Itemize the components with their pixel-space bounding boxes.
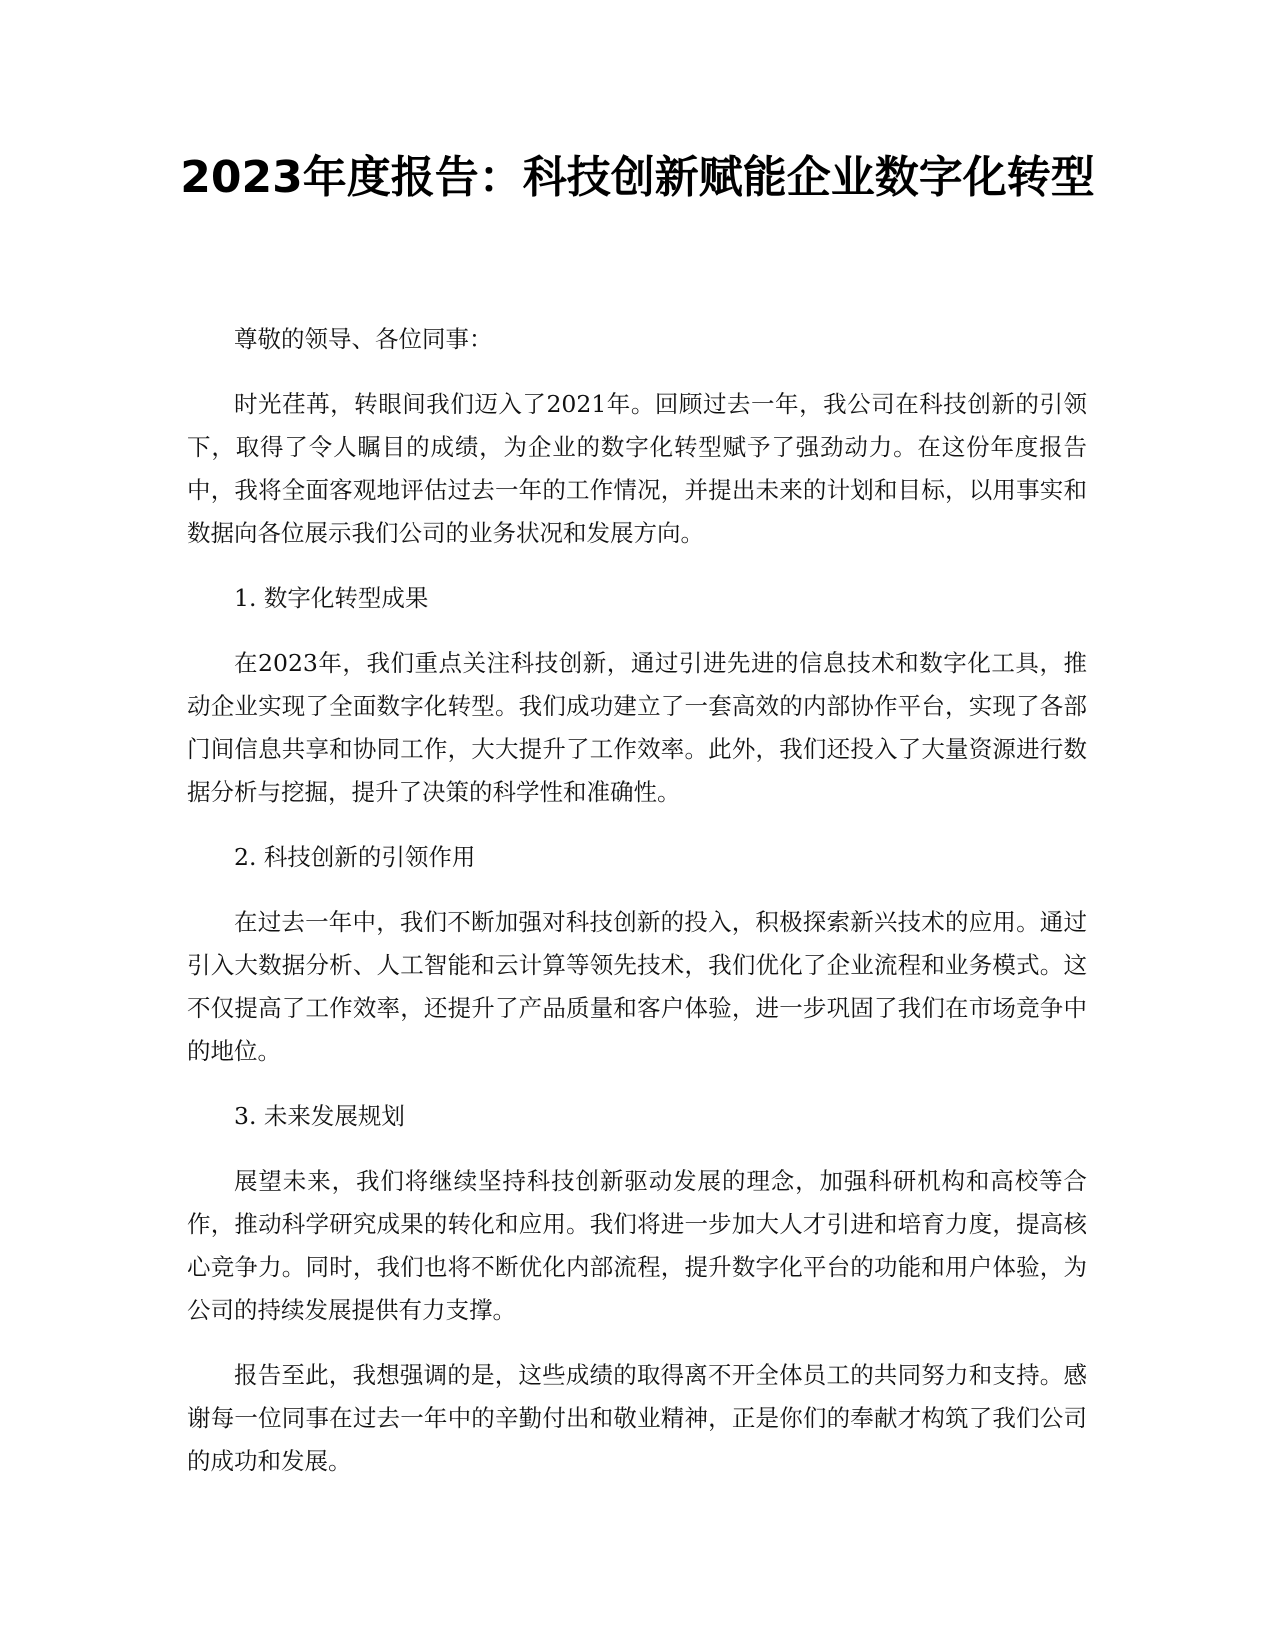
section-heading-1: 1. 数字化转型成果 bbox=[234, 584, 429, 612]
section-heading-3: 3. 未来发展规划 bbox=[234, 1102, 405, 1130]
section-paragraph-3: 展望未来，我们将继续坚持科技创新驱动发展的理念，加强科研机构和高校等合作，推动科学研究成果的转化和应用。我们将进一步加大人才引进和培育力度，提高核心竞争力。同时，我们也将不断优化内部流程，提升数字化平台的功能和用户体验，为公司的持续发展提供有力支撑。 bbox=[187, 1167, 1087, 1324]
section-heading-2: 2. 科技创新的引领作用 bbox=[234, 843, 476, 871]
section-paragraph-2: 在过去一年中，我们不断加强对科技创新的投入，积极探索新兴技术的应用。通过引入大数据分析、人工智能和云计算等领先技术，我们优化了企业流程和业务模式。这不仅提高了工作效率，还提升了产品质量和客户体验，进一步巩固了我们在市场竞争中的地位。 bbox=[187, 908, 1087, 1065]
section-paragraph-1: 在2023年，我们重点关注科技创新，通过引进先进的信息技术和数字化工具，推动企业实现了全面数字化转型。我们成功建立了一套高效的内部协作平台，实现了各部门间信息共享和协同工作，大大提升了工作效率。此外，我们还投入了大量资源进行数据分析与挖掘，提升了决策的科学性和准确性。 bbox=[187, 649, 1087, 806]
document-title: 2023年度报告：科技创新赋能企业数字化转型 bbox=[180, 152, 1095, 203]
salutation: 尊敬的领导、各位同事： bbox=[234, 325, 493, 353]
intro-paragraph: 时光荏苒，转眼间我们迈入了2021年。回顾过去一年，我公司在科技创新的引领下，取得了令人瞩目的成绩，为企业的数字化转型赋予了强劲动力。在这份年度报告中，我将全面客观地评估过去一年的工作情况，并提出未来的计划和目标，以用事实和数据向各位展示我们公司的业务状况和发展方向。 bbox=[187, 390, 1087, 547]
document-body bbox=[187, 318, 1087, 1505]
closing-paragraph: 报告至此，我想强调的是，这些成绩的取得离不开全体员工的共同努力和支持。感谢每一位同事在过去一年中的辛勤付出和敬业精神，正是你们的奉献才构筑了我们公司的成功和发展。 bbox=[187, 1361, 1087, 1475]
